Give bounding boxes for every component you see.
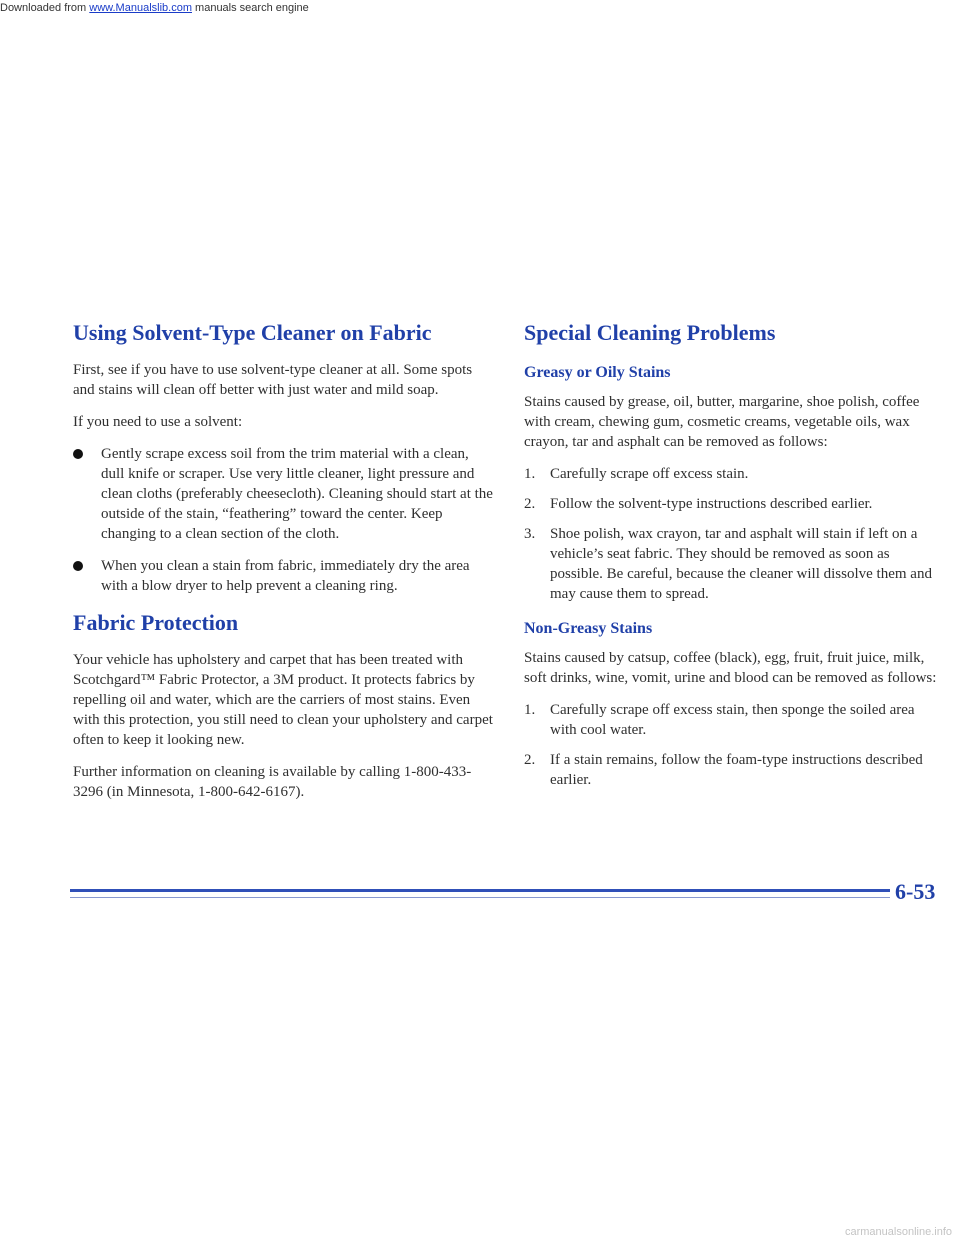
footer-rule-thin xyxy=(70,897,890,898)
non-greasy-stains-heading: Non-Greasy Stains xyxy=(524,620,653,637)
download-note-prefix: Downloaded from xyxy=(0,2,90,14)
non-greasy-steps xyxy=(524,700,944,790)
step-text: If a stain remains, follow the foam-type instructions described earlier. xyxy=(550,752,923,788)
bullet-icon xyxy=(73,449,83,459)
step-number: 3. xyxy=(524,526,536,542)
step-text: Carefully scrape off excess stain. xyxy=(550,466,749,482)
list-item xyxy=(524,750,944,790)
list-item xyxy=(524,464,944,484)
solvent-paragraph-2: If you need to use a solvent: xyxy=(73,414,243,430)
step-text: Shoe polish, wax crayon, tar and asphalt will stain if left on a vehicle’s seat fabric. They should be removed as soon as possible. Be careful, because the cleaner will dissolve them and may cause them to spread. xyxy=(550,526,932,602)
protection-paragraph-2: Further information on cleaning is available by calling 1-800-433-3296 (in Minnesota, 1-800-642-6167). xyxy=(73,764,472,800)
greasy-intro: Stains caused by grease, oil, butter, margarine, shoe polish, coffee with cream, chewing gum, cosmetic creams, vegetable oils, wax crayon, tar and asphalt can be removed as follows: xyxy=(524,394,920,450)
list-item xyxy=(73,444,493,544)
manualslib-link[interactable]: www.Manualslib.com xyxy=(89,2,192,14)
solvent-bullet-list xyxy=(73,444,493,596)
list-item xyxy=(524,494,944,514)
footer-rule xyxy=(70,889,890,892)
bullet-icon xyxy=(73,561,83,571)
list-item xyxy=(524,700,944,740)
step-number: 1. xyxy=(524,466,536,482)
fabric-protection-heading: Fabric Protection xyxy=(73,610,239,635)
special-cleaning-heading: Special Cleaning Problems xyxy=(524,320,776,345)
step-text: Carefully scrape off excess stain, then sponge the soiled area with cool water. xyxy=(550,702,915,738)
page-number: 6-53 xyxy=(895,879,936,904)
non-greasy-intro: Stains caused by catsup, coffee (black), egg, fruit, fruit juice, milk, soft drinks, wine, vomit, urine and blood can be removed as follows: xyxy=(524,650,937,686)
list-item xyxy=(73,556,493,596)
step-text: Follow the solvent-type instructions described earlier. xyxy=(550,496,873,512)
bullet-text: When you clean a stain from fabric, immediately dry the area with a blow dryer to help prevent a cleaning ring. xyxy=(101,558,470,594)
greasy-steps xyxy=(524,464,944,604)
solvent-paragraph-1: First, see if you have to use solvent-type cleaner at all. Some spots and stains will clean off better with just water and mild soap. xyxy=(73,362,473,398)
list-item xyxy=(524,524,944,604)
download-note xyxy=(0,2,309,14)
bullet-text: Gently scrape excess soil from the trim material with a clean, dull knife or scraper. Use very little cleaner, light pressure and clean cloths (preferably cheesecloth). Cleaning should start at the outside of the stain, “feathering” toward the center. Keep changing to a clean section of the cloth. xyxy=(101,446,493,542)
right-column xyxy=(524,318,944,802)
left-column xyxy=(73,318,493,814)
greasy-stains-heading: Greasy or Oily Stains xyxy=(524,364,671,381)
step-number: 2. xyxy=(524,752,536,768)
watermark: carmanualsonline.info xyxy=(844,1226,952,1238)
step-number: 1. xyxy=(524,702,536,718)
step-number: 2. xyxy=(524,496,536,512)
protection-paragraph-1: Your vehicle has upholstery and carpet that has been treated with Scotchgard™ Fabric Protector, a 3M product. It protects fabrics by repelling oil and water, which are the carriers of most stains. Even with this protection, you still need to clean your upholstery and carpet often to keep it looking new. xyxy=(73,652,493,748)
solvent-heading: Using Solvent-Type Cleaner on Fabric xyxy=(73,320,432,345)
download-note-suffix: manuals search engine xyxy=(191,2,309,14)
